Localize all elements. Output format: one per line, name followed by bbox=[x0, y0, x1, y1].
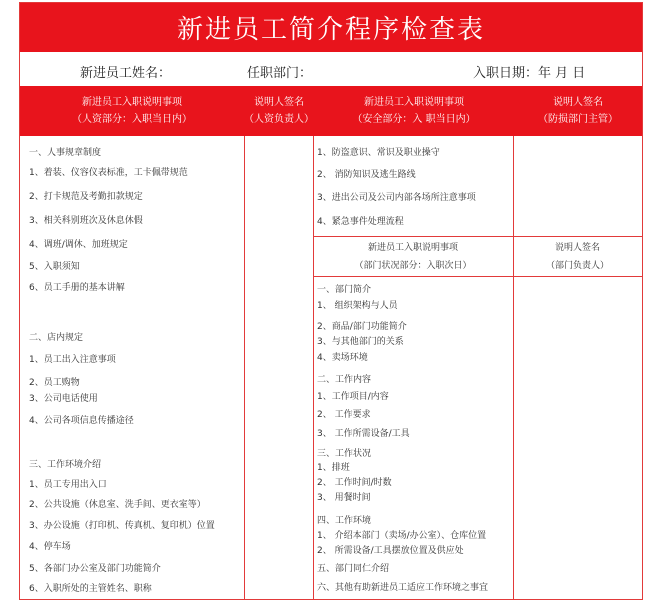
dept-signature-header bbox=[513, 239, 642, 275]
grid-line bbox=[313, 276, 642, 277]
dept-item: 4、卖场环境 bbox=[317, 353, 368, 363]
dept-signature-subtitle: （部门负责人） bbox=[545, 261, 609, 271]
safety-item: 1、防盗意识、常识及职业操守 bbox=[317, 148, 440, 158]
dept-item: 一、部门简介 bbox=[317, 285, 372, 295]
grid-line bbox=[313, 236, 642, 237]
left-item: 2、打卡规范及考勤扣款规定 bbox=[29, 192, 143, 202]
dept-item: 2、 所需设备/工具摆放位置及供应处 bbox=[317, 546, 464, 556]
left-item: 1、员工出入注意事项 bbox=[29, 355, 116, 365]
dept-signature-title: 说明人签名 bbox=[554, 243, 600, 253]
left-item: 6、员工手册的基本讲解 bbox=[29, 283, 125, 293]
dept-item: 3、 用餐时间 bbox=[317, 493, 371, 503]
employee-name-label: 新进员工姓名： bbox=[80, 66, 172, 81]
dept-item: 1、 组织架构与人员 bbox=[317, 301, 398, 311]
grid-line bbox=[313, 136, 314, 600]
header-hr-signature bbox=[244, 86, 314, 136]
dept-item: 五、部门同仁介绍 bbox=[317, 564, 390, 574]
title-bar bbox=[20, 3, 642, 52]
dept-item: 二、工作内容 bbox=[317, 375, 372, 385]
dept-item: 1、工作项目/内容 bbox=[317, 392, 389, 402]
header-hr-signature-title: 说明人签名 bbox=[254, 97, 304, 108]
header-hr-items bbox=[20, 86, 244, 136]
left-item: 一、人事规章制度 bbox=[29, 148, 102, 158]
left-item: 4、调班/调休、加班规定 bbox=[29, 240, 128, 250]
left-item: 5、各部门办公室及部门功能简介 bbox=[29, 564, 161, 574]
dept-item: 三、工作状况 bbox=[317, 449, 372, 459]
dept-item: 2、 工作时间/时数 bbox=[317, 478, 392, 488]
checklist-sheet bbox=[19, 2, 643, 600]
department-label: 任职部门： bbox=[247, 66, 313, 81]
left-item: 3、相关科别班次及休息休假 bbox=[29, 216, 143, 226]
left-item: 3、办公设施（打印机、传真机、复印机）位置 bbox=[29, 521, 215, 531]
dept-item: 1、排班 bbox=[317, 463, 350, 473]
left-item: 6、入职所处的主管姓名、职称 bbox=[29, 584, 152, 594]
left-item: 2、公共设施（休息室、洗手间、更衣室等） bbox=[29, 500, 206, 510]
header-safety-signature-title: 说明人签名 bbox=[553, 97, 603, 108]
left-item: 二、店内规定 bbox=[29, 333, 84, 343]
left-item: 3、公司电话使用 bbox=[29, 394, 98, 404]
left-item: 1、着装、仪容仪表标准，工卡佩带规范 bbox=[29, 168, 188, 178]
page-title: 新进员工简介程序检查表 bbox=[176, 15, 485, 45]
dept-item: 六、其他有助新进员工适应工作环境之事宜 bbox=[317, 583, 489, 593]
header-safety-signature bbox=[514, 86, 642, 136]
header-hr-signature-subtitle: （人资负责人） bbox=[244, 114, 314, 125]
grid-line bbox=[244, 136, 245, 600]
header-hr-items-subtitle: （人资部分：入职当日内） bbox=[72, 114, 192, 125]
safety-item: 2、 消防知识及逃生路线 bbox=[317, 170, 416, 180]
dept-item: 四、工作环境 bbox=[317, 516, 372, 526]
left-item: 5、入职须知 bbox=[29, 262, 80, 272]
left-item: 1、员工专用出入口 bbox=[29, 480, 107, 490]
left-item: 4、停车场 bbox=[29, 542, 71, 552]
employee-info-row bbox=[20, 52, 642, 86]
grid-line bbox=[513, 136, 514, 600]
dept-section-subtitle: （部门状况部分：入职次日） bbox=[354, 261, 472, 271]
dept-item: 1、 介绍本部门（卖场/办公室）、仓库位置 bbox=[317, 531, 487, 541]
safety-item: 3、进出公司及公司内部各场所注意事项 bbox=[317, 193, 476, 203]
left-item: 4、公司各项信息传播途径 bbox=[29, 416, 134, 426]
header-safety-signature-subtitle: （防损部门主管） bbox=[538, 114, 618, 125]
dept-item: 3、与其他部门的关系 bbox=[317, 337, 404, 347]
header-safety-items-subtitle: （安全部分：入 职当日内） bbox=[352, 114, 476, 125]
dept-section-title: 新进员工入职说明事项 bbox=[367, 243, 458, 253]
dept-item: 2、 工作要求 bbox=[317, 410, 371, 420]
table-header bbox=[20, 86, 642, 136]
header-safety-items-title: 新进员工入职说明事项 bbox=[364, 97, 464, 108]
dept-item: 3、 工作所需设备/工具 bbox=[317, 429, 410, 439]
dept-item: 2、商品/部门功能简介 bbox=[317, 322, 407, 332]
join-date-label: 入职日期：年 月 日 bbox=[473, 66, 586, 81]
left-item: 2、员工购物 bbox=[29, 378, 80, 388]
header-hr-items-title: 新进员工入职说明事项 bbox=[82, 97, 182, 108]
safety-item: 4、紧急事件处理流程 bbox=[317, 217, 404, 227]
dept-section-header bbox=[313, 239, 513, 275]
left-item: 三、工作环境介绍 bbox=[29, 460, 102, 470]
header-safety-items bbox=[314, 86, 514, 136]
